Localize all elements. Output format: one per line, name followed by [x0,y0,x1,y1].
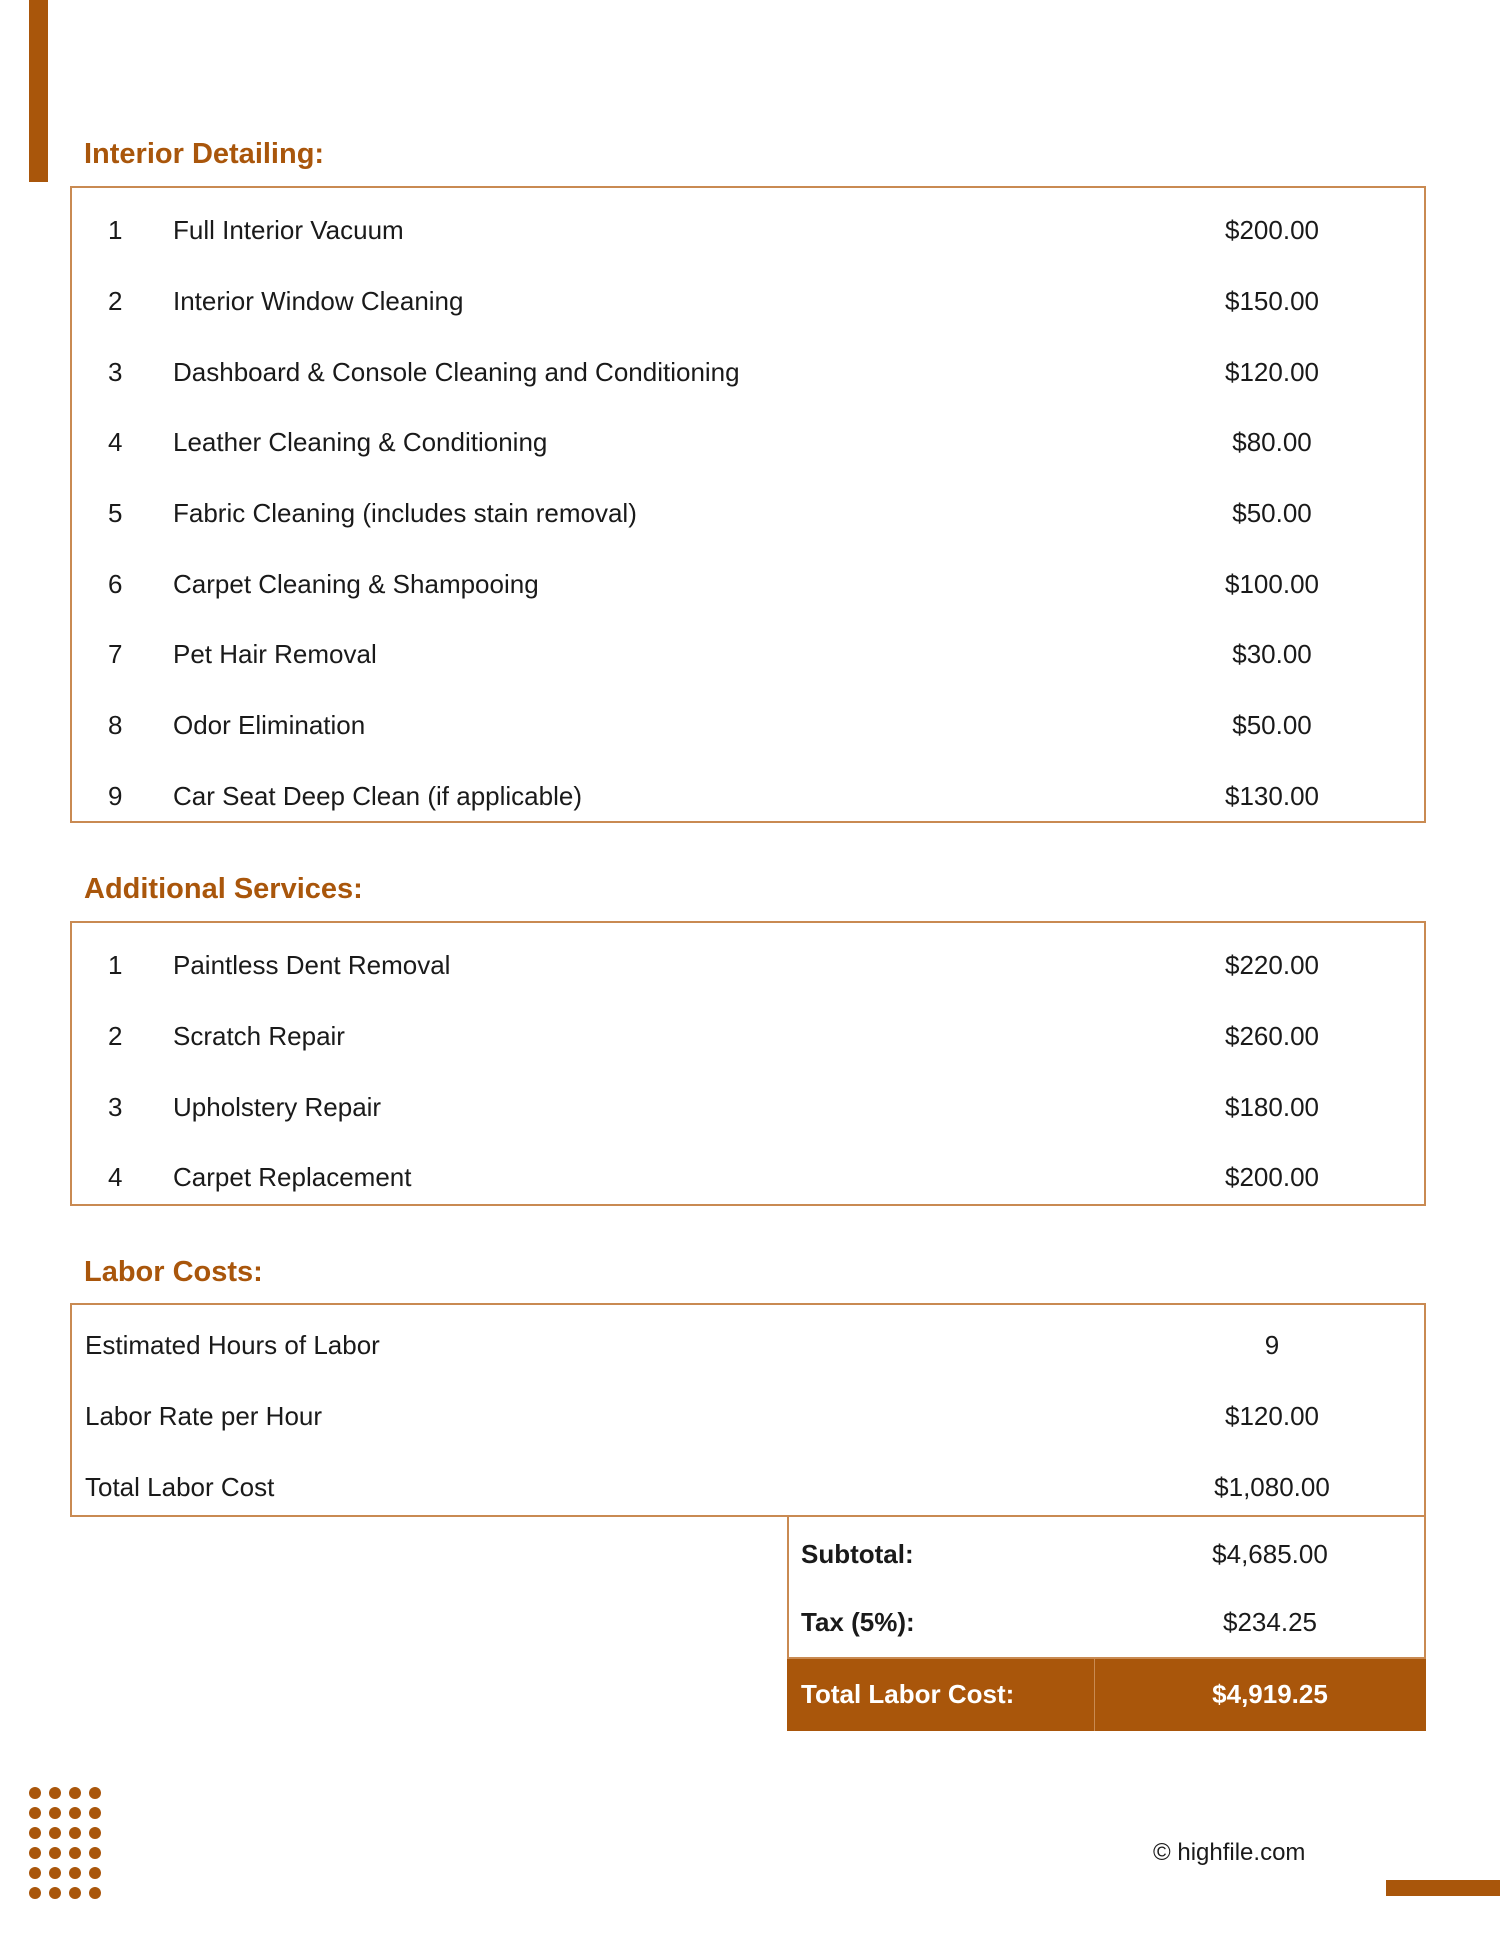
bottom-accent-bar [1386,1880,1500,1896]
table-row [72,619,1424,690]
item-number: 7 [108,639,123,669]
dot [49,1787,61,1799]
labor-value: $1,080.00 [1214,1472,1330,1502]
dot [29,1867,41,1879]
item-number: 2 [108,1021,123,1051]
item-description: Dashboard & Console Cleaning and Conditioning [173,357,740,387]
dot [69,1887,81,1899]
dot [29,1887,41,1899]
table-row [72,1310,1424,1381]
table-row [72,407,1424,478]
item-number: 2 [108,286,123,316]
item-price: $200.00 [1225,215,1319,245]
item-description: Carpet Replacement [173,1162,412,1192]
item-price: $260.00 [1225,1021,1319,1051]
subtotal-value: $4,685.00 [1212,1539,1328,1569]
item-price: $130.00 [1225,781,1319,811]
labor-label: Labor Rate per Hour [85,1401,323,1431]
item-description: Car Seat Deep Clean (if applicable) [173,781,582,811]
item-description: Upholstery Repair [173,1092,382,1122]
item-price: $220.00 [1225,950,1319,980]
grand-total-value: $4,919.25 [1212,1679,1328,1709]
dot [89,1787,101,1799]
item-description: Pet Hair Removal [173,639,377,669]
table-row [72,1452,1424,1523]
tax-row [787,1587,1426,1658]
labor-value: 9 [1264,1330,1280,1360]
subtotal-row [787,1519,1426,1590]
dot [69,1787,81,1799]
dot [29,1807,41,1819]
item-description: Carpet Cleaning & Shampooing [173,569,539,599]
dot [89,1887,101,1899]
item-number: 3 [108,1092,123,1122]
labor-section-title: Labor Costs: [84,1256,263,1288]
dot [69,1867,81,1879]
item-number: 1 [108,215,123,245]
summary-block [787,1515,1426,1731]
tax-value: $234.25 [1223,1607,1317,1637]
table-row [72,1072,1424,1143]
table-row [72,478,1424,549]
item-number: 4 [108,427,123,457]
item-number: 4 [108,1162,123,1192]
item-price: $100.00 [1225,569,1319,599]
table-row [72,930,1424,1001]
item-price: $30.00 [1232,639,1312,669]
interior-section-title: Interior Detailing: [84,138,325,170]
item-number: 5 [108,498,123,528]
dot [89,1847,101,1859]
additional-section-title: Additional Services: [84,873,363,905]
table-row [72,195,1424,266]
tax-label: Tax (5%): [801,1607,915,1637]
dot [29,1827,41,1839]
item-description: Full Interior Vacuum [173,215,404,245]
table-row [72,1381,1424,1452]
additional-services-table [70,921,1426,1206]
total-divider [1094,1659,1095,1731]
item-number: 6 [108,569,123,599]
dot [89,1867,101,1879]
item-number: 8 [108,710,123,740]
item-price: $120.00 [1225,357,1319,387]
item-description: Fabric Cleaning (includes stain removal) [173,498,637,528]
table-row [72,690,1424,761]
dot [49,1827,61,1839]
item-description: Leather Cleaning & Conditioning [173,427,548,457]
dot [49,1847,61,1859]
item-number: 1 [108,950,123,980]
item-price: $80.00 [1232,427,1312,457]
dot [29,1847,41,1859]
table-row [72,266,1424,337]
item-price: $180.00 [1225,1092,1319,1122]
table-row [72,337,1424,408]
item-price: $200.00 [1225,1162,1319,1192]
labor-value: $120.00 [1225,1401,1319,1431]
item-price: $150.00 [1225,286,1319,316]
item-number: 3 [108,357,123,387]
dot [69,1847,81,1859]
item-description: Paintless Dent Removal [173,950,451,980]
item-price: $50.00 [1232,498,1312,528]
table-row [72,1142,1424,1213]
dot [49,1867,61,1879]
subtotal-label: Subtotal: [801,1539,914,1569]
dot [29,1787,41,1799]
item-description: Scratch Repair [173,1021,345,1051]
dot [49,1807,61,1819]
decorative-dot-grid [29,1787,101,1899]
item-description: Interior Window Cleaning [173,286,464,316]
table-row [72,1001,1424,1072]
item-price: $50.00 [1232,710,1312,740]
item-description: Odor Elimination [173,710,366,740]
interior-table [70,186,1426,823]
footer-copyright: © highfile.com [1153,1839,1306,1866]
left-accent-bar [29,0,48,182]
dot [69,1827,81,1839]
dot [89,1807,101,1819]
labor-costs-table [70,1303,1426,1517]
table-row [72,549,1424,620]
labor-label: Estimated Hours of Labor [85,1330,380,1360]
grand-total-label: Total Labor Cost: [801,1679,1015,1709]
item-number: 9 [108,781,123,811]
grand-total-row [787,1659,1426,1731]
table-row [72,761,1424,832]
dot [89,1827,101,1839]
dot [49,1887,61,1899]
dot [69,1807,81,1819]
labor-label: Total Labor Cost [85,1472,275,1502]
